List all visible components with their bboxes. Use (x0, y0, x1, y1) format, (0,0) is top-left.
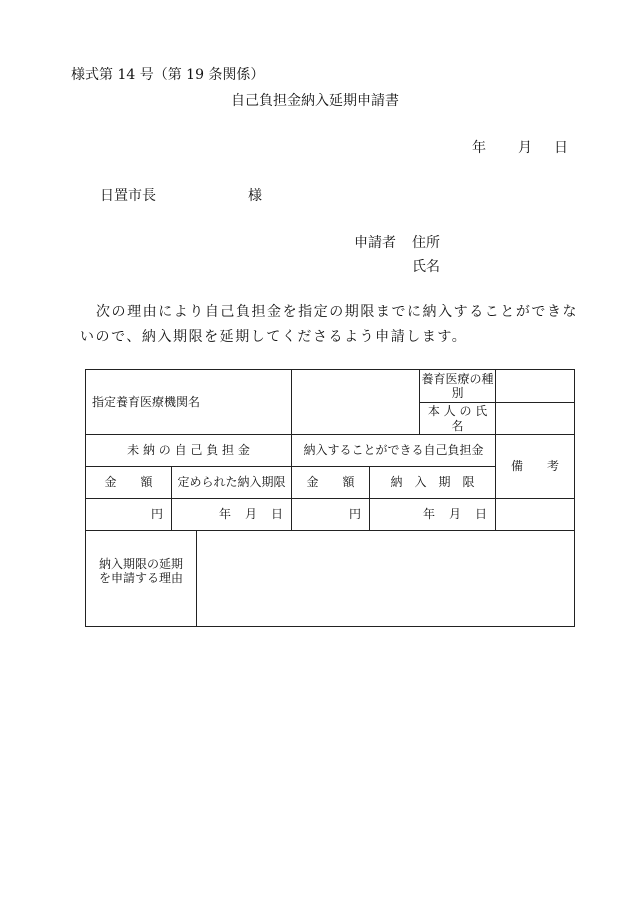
request-statement-line1: 次の理由により自己負担金を指定の期限までに納入することができな (96, 304, 579, 320)
person-name-label: 本 人 の 氏 名 (420, 403, 496, 435)
addressee-name: 日置市長 (100, 188, 156, 204)
medical-institution-label: 指定養育医療機関名 (86, 370, 292, 435)
payment-date-field[interactable] (370, 499, 496, 531)
year-unit: 年 (218, 507, 231, 522)
payable-header: 納入することができる自己負担金 (292, 435, 496, 467)
reason-label-line1: 納入期限の延期 (98, 557, 183, 571)
reason-field[interactable] (197, 531, 575, 627)
applicant-label: 申請者 (354, 235, 396, 251)
medical-type-field[interactable] (496, 370, 575, 403)
yen-unit-2: 円 (349, 507, 362, 522)
medical-type-label: 養育医療の種別 (420, 370, 496, 403)
month-unit-2: 月 (449, 507, 462, 522)
document-title: 自己負担金納入延期申請書 (231, 93, 399, 109)
day-unit-2: 日 (475, 507, 488, 522)
unpaid-amount-field[interactable] (86, 499, 172, 531)
year-unit-2: 年 (423, 507, 436, 522)
date-month-label: 月 (518, 140, 532, 156)
due-date-label: 定められた納入期限 (172, 467, 292, 499)
payable-amount-label: 金 額 (292, 467, 370, 499)
request-statement (80, 300, 579, 350)
remarks-field[interactable] (496, 499, 575, 531)
application-table (85, 369, 575, 627)
payment-date-label: 納 入 期 限 (370, 467, 496, 499)
form-number: 様式第 14 号（第 19 条関係） (71, 67, 265, 83)
request-statement-line2: いので、納入期限を延期してくださるよう申請します。 (80, 329, 468, 345)
unpaid-header: 未 納 の 自 己 負 担 金 (86, 435, 292, 467)
day-unit: 日 (271, 507, 284, 522)
remarks-header: 備 考 (496, 435, 575, 499)
addressee-honorific: 様 (248, 188, 262, 204)
applicant-name-label: 氏名 (412, 259, 440, 275)
date-day-label: 日 (554, 140, 568, 156)
person-name-field[interactable] (496, 403, 575, 435)
month-unit: 月 (245, 507, 258, 522)
reason-label (86, 531, 197, 627)
applicant-address-label: 住所 (412, 235, 440, 251)
yen-unit: 円 (150, 507, 163, 522)
date-year-label: 年 (472, 140, 486, 156)
unpaid-amount-label: 金 額 (86, 467, 172, 499)
payable-amount-field[interactable] (292, 499, 370, 531)
reason-label-line2: を申請する理由 (98, 571, 183, 586)
date-line (472, 137, 568, 157)
medical-institution-field[interactable] (292, 370, 420, 435)
due-date-field[interactable] (172, 499, 292, 531)
